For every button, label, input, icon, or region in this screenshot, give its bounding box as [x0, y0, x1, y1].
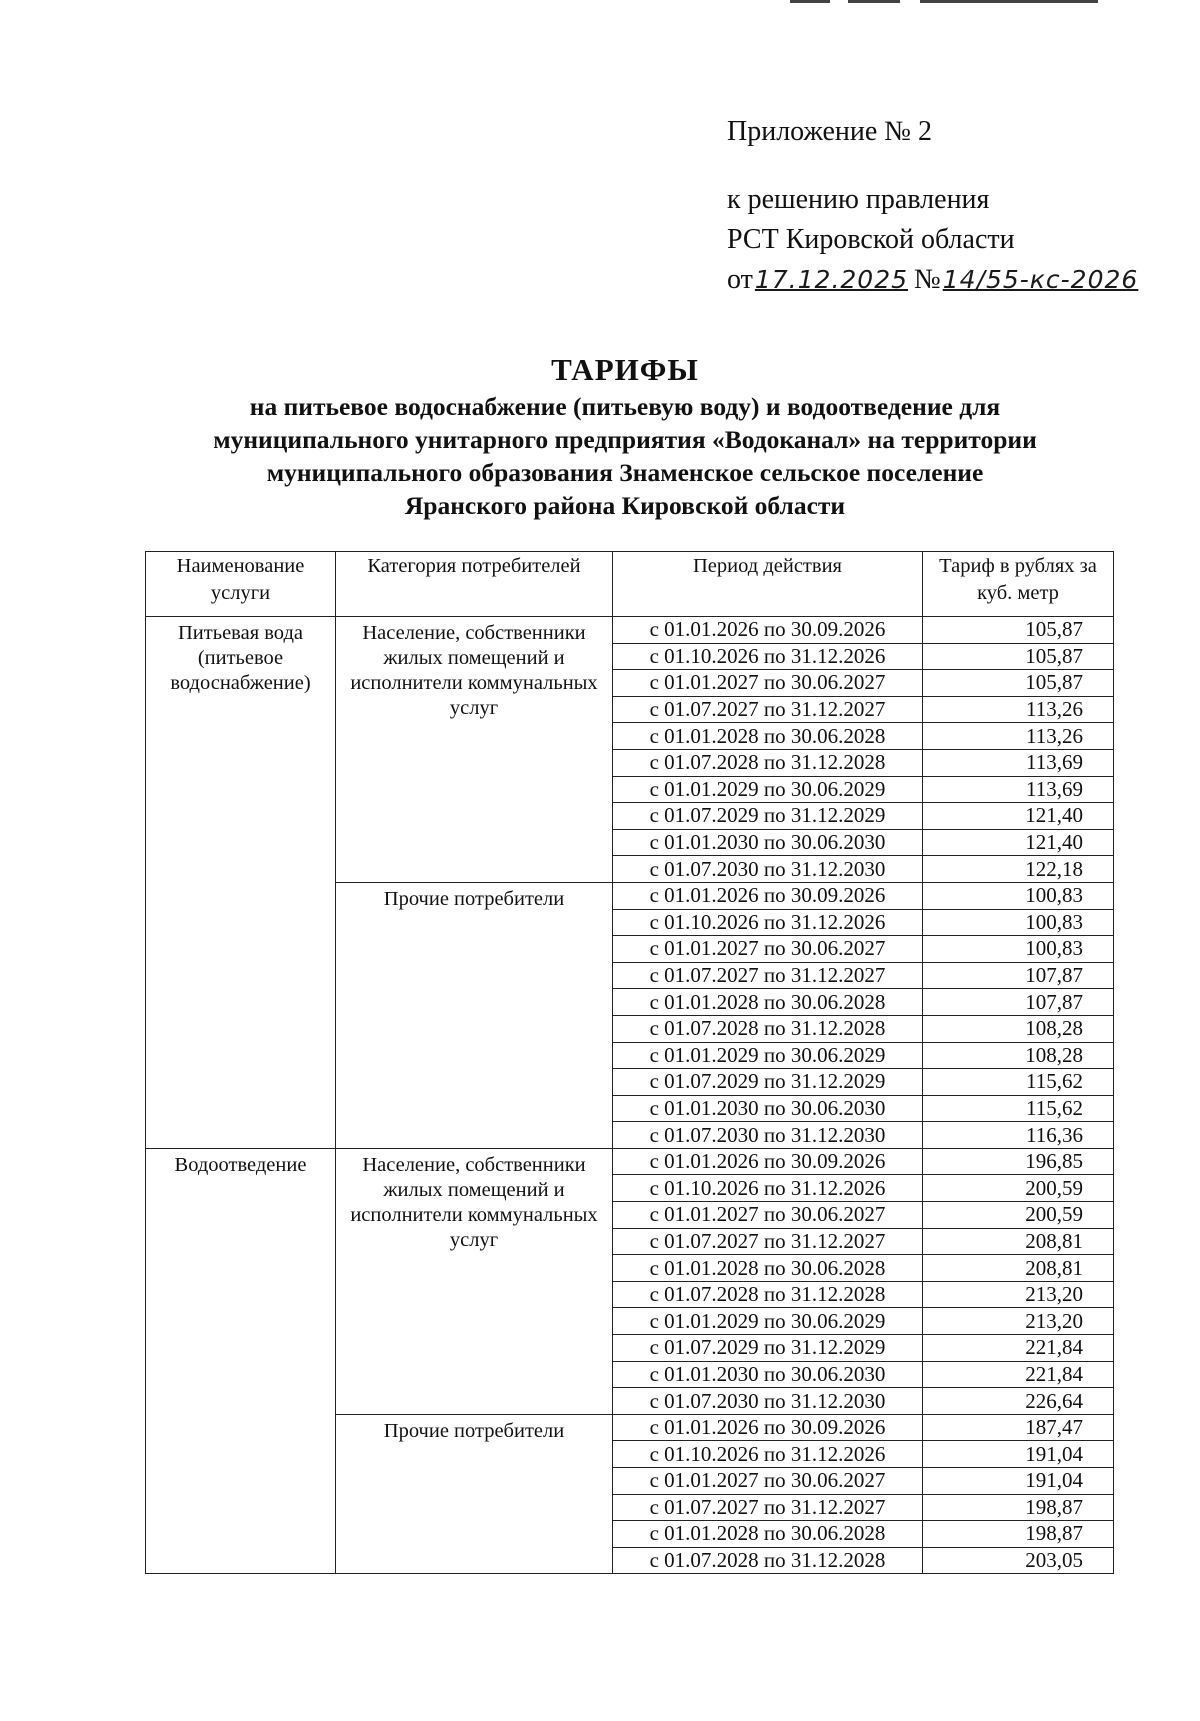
tariff-cell: 213,20: [923, 1308, 1114, 1335]
tariff-cell: 191,04: [923, 1441, 1114, 1468]
header-category: Категория потребителей: [336, 552, 613, 617]
number-prefix: №: [914, 264, 941, 295]
period-cell: с 01.07.2027 по 31.12.2027: [613, 696, 923, 723]
period-cell: с 01.01.2028 по 30.06.2028: [613, 1255, 923, 1282]
tariff-cell: 115,62: [923, 1095, 1114, 1122]
title-main: ТАРИФЫ: [551, 352, 699, 387]
tariff-cell: 213,20: [923, 1281, 1114, 1308]
tariff-cell: 208,81: [923, 1228, 1114, 1255]
period-cell: с 01.07.2029 по 31.12.2029: [613, 1069, 923, 1096]
period-cell: с 01.01.2030 по 30.06.2030: [613, 1095, 923, 1122]
tariff-cell: 203,05: [923, 1547, 1114, 1574]
period-cell: с 01.01.2026 по 30.09.2026: [613, 882, 923, 909]
scan-artifact-mark: [790, 0, 1100, 6]
service-name-cell: Водоотведение: [146, 1148, 336, 1574]
period-cell: с 01.07.2027 по 31.12.2027: [613, 1494, 923, 1521]
tariff-cell: 105,87: [923, 670, 1114, 697]
tariff-cell: 226,64: [923, 1388, 1114, 1415]
tariff-cell: 200,59: [923, 1202, 1114, 1229]
appendix-line-2: РСТ Кировской области: [727, 224, 1015, 255]
period-cell: с 01.10.2026 по 31.12.2026: [613, 1175, 923, 1202]
period-cell: с 01.07.2028 по 31.12.2028: [613, 1281, 923, 1308]
period-cell: с 01.01.2026 по 30.09.2026: [613, 1148, 923, 1175]
header-service: Наименование услуги: [146, 552, 336, 617]
period-cell: с 01.07.2029 по 31.12.2029: [613, 803, 923, 830]
period-cell: с 01.01.2029 по 30.06.2029: [613, 776, 923, 803]
tariff-cell: 113,26: [923, 696, 1114, 723]
period-cell: с 01.10.2026 по 31.12.2026: [613, 1441, 923, 1468]
title-line-3: муниципального образования Знаменское сельское поселение: [266, 458, 984, 487]
period-cell: с 01.01.2029 по 30.06.2029: [613, 1042, 923, 1069]
period-cell: с 01.01.2028 по 30.06.2028: [613, 1521, 923, 1548]
tariff-cell: 100,83: [923, 936, 1114, 963]
table-row: [146, 1148, 1114, 1175]
handwritten-date: 17.12.2025: [754, 265, 909, 294]
tariff-cell: 107,87: [923, 962, 1114, 989]
tariff-cell: 100,83: [923, 909, 1114, 936]
period-cell: с 01.01.2027 по 30.06.2027: [613, 936, 923, 963]
document-title: [0, 350, 1200, 522]
category-name-cell: Население, собственники жилых помещений и исполнители коммунальных услуг: [336, 1148, 613, 1414]
period-cell: с 01.07.2028 по 31.12.2028: [613, 1015, 923, 1042]
header-tariff: Тариф в рублях за куб. метр: [923, 552, 1114, 617]
tariff-cell: 107,87: [923, 989, 1114, 1016]
tariff-cell: 108,28: [923, 1015, 1114, 1042]
category-name-cell: Население, собственники жилых помещений и исполнители коммунальных услуг: [336, 617, 613, 883]
tariff-cell: 200,59: [923, 1175, 1114, 1202]
tariff-cell: 105,87: [923, 617, 1114, 644]
tariff-cell: 208,81: [923, 1255, 1114, 1282]
tariff-cell: 116,36: [923, 1122, 1114, 1149]
tariff-cell: 113,69: [923, 749, 1114, 776]
period-cell: с 01.10.2026 по 31.12.2026: [613, 909, 923, 936]
period-cell: с 01.07.2030 по 31.12.2030: [613, 1388, 923, 1415]
title-line-2: муниципального унитарного предприятия «Водоканал» на территории: [213, 425, 1037, 454]
tariffs-table-body: [146, 617, 1114, 1574]
tariff-cell: 187,47: [923, 1414, 1114, 1441]
appendix-block: [727, 112, 1138, 300]
tariff-cell: 198,87: [923, 1494, 1114, 1521]
period-cell: с 01.01.2026 по 30.09.2026: [613, 1414, 923, 1441]
period-cell: с 01.10.2026 по 31.12.2026: [613, 643, 923, 670]
title-line-4: Яранского района Кировской области: [404, 491, 846, 520]
tariff-cell: 121,40: [923, 803, 1114, 830]
appendix-line-1: к решению правления: [727, 184, 990, 215]
table-header-row: [146, 552, 1114, 617]
tariff-cell: 198,87: [923, 1521, 1114, 1548]
period-cell: с 01.01.2027 по 30.06.2027: [613, 1468, 923, 1495]
period-cell: с 01.01.2030 по 30.06.2030: [613, 1361, 923, 1388]
header-period: Период действия: [613, 552, 923, 617]
handwritten-decision-number: 14/55-кс-2026: [942, 265, 1139, 294]
period-cell: с 01.07.2029 по 31.12.2029: [613, 1335, 923, 1362]
date-prefix: от: [727, 264, 753, 295]
tariff-cell: 221,84: [923, 1361, 1114, 1388]
tariff-cell: 108,28: [923, 1042, 1114, 1069]
period-cell: с 01.01.2030 по 30.06.2030: [613, 829, 923, 856]
period-cell: с 01.07.2030 по 31.12.2030: [613, 856, 923, 883]
period-cell: с 01.01.2028 по 30.06.2028: [613, 989, 923, 1016]
tariff-cell: 196,85: [923, 1148, 1114, 1175]
period-cell: с 01.07.2028 по 31.12.2028: [613, 749, 923, 776]
period-cell: с 01.07.2028 по 31.12.2028: [613, 1547, 923, 1574]
period-cell: с 01.01.2027 по 30.06.2027: [613, 670, 923, 697]
appendix-number: Приложение № 2: [727, 116, 932, 147]
tariff-cell: 191,04: [923, 1468, 1114, 1495]
period-cell: с 01.01.2029 по 30.06.2029: [613, 1308, 923, 1335]
title-line-1: на питьевое водоснабжение (питьевую воду) и водоотведение для: [249, 392, 1001, 421]
tariff-cell: 121,40: [923, 829, 1114, 856]
tariffs-table: [145, 551, 1114, 1574]
period-cell: с 01.07.2030 по 31.12.2030: [613, 1122, 923, 1149]
category-name-cell: Прочие потребители: [336, 1414, 613, 1574]
tariff-cell: 100,83: [923, 882, 1114, 909]
tariff-cell: 113,26: [923, 723, 1114, 750]
period-cell: с 01.07.2027 по 31.12.2027: [613, 962, 923, 989]
tariff-cell: 115,62: [923, 1069, 1114, 1096]
tariff-cell: 113,69: [923, 776, 1114, 803]
service-name-cell: Питьевая вода (питьевое водоснабжение): [146, 617, 336, 1149]
tariff-cell: 122,18: [923, 856, 1114, 883]
period-cell: с 01.07.2027 по 31.12.2027: [613, 1228, 923, 1255]
period-cell: с 01.01.2028 по 30.06.2028: [613, 723, 923, 750]
period-cell: с 01.01.2027 по 30.06.2027: [613, 1202, 923, 1229]
table-row: [146, 617, 1114, 644]
tariff-cell: 221,84: [923, 1335, 1114, 1362]
appendix-date-number-row: [727, 260, 1138, 300]
period-cell: с 01.01.2026 по 30.09.2026: [613, 617, 923, 644]
category-name-cell: Прочие потребители: [336, 882, 613, 1148]
tariff-cell: 105,87: [923, 643, 1114, 670]
